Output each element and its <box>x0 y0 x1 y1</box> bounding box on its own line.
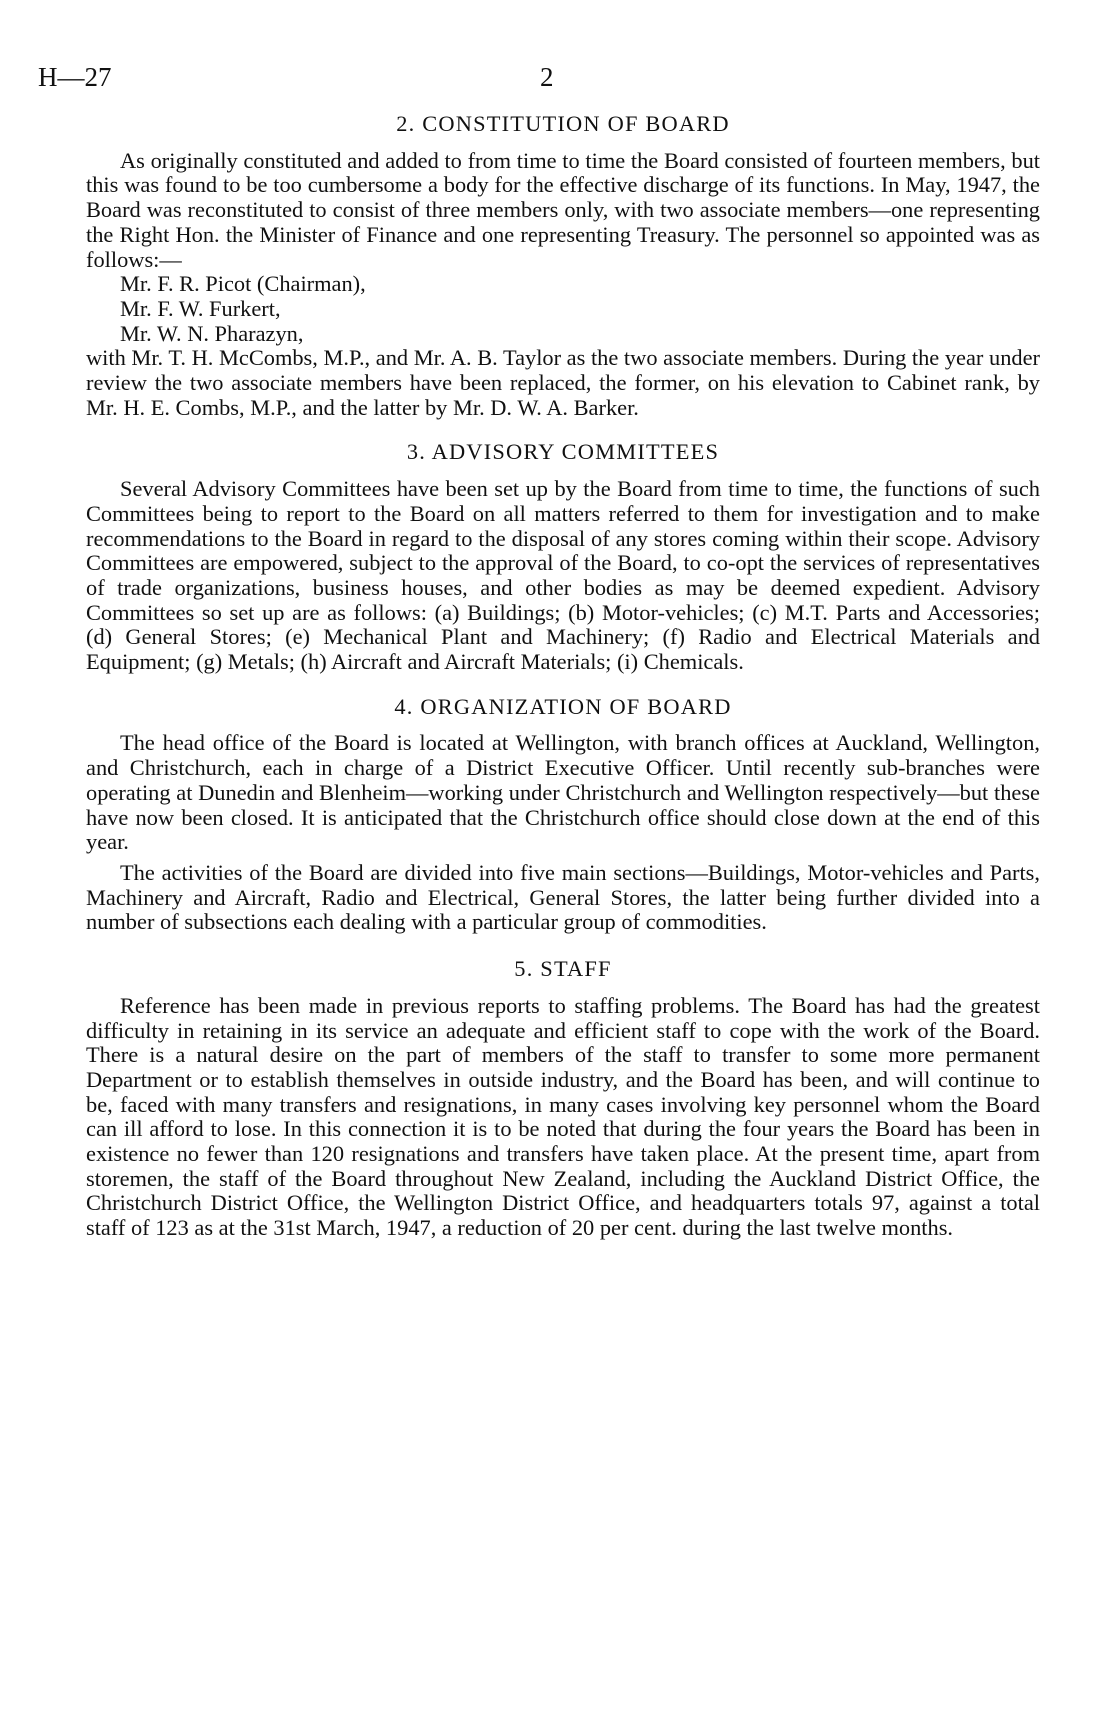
section-organization <box>86 695 1040 935</box>
member-item: Mr. F. R. Picot (Chairman), <box>120 271 366 297</box>
section-heading: 2. CONSTITUTION OF BOARD <box>396 111 730 136</box>
page-id: H—27 <box>38 62 112 92</box>
document-body <box>86 112 1040 1267</box>
section-heading: 4. ORGANIZATION OF BOARD <box>394 693 732 719</box>
paragraph: with Mr. T. H. McCombs, M.P., and Mr. A. B. Taylor as the two associate members. During the year under review the two associate members have been replaced, the former, on his elevation to Cabinet rank, by Mr. H. E. Combs, M.P., and the latter by Mr. D. W. A. Barker. <box>86 345 1040 420</box>
page-header <box>38 62 1048 98</box>
member-item: Mr. W. N. Pharazyn, <box>120 320 304 346</box>
section-heading: 5. STAFF <box>514 956 612 982</box>
paragraph: The head office of the Board is located at Wellington, with branch offices at Auckland, Wellington, and Christchurch, each in charge of a District Executive Officer. Until recently sub-branches were operating at Dunedin and Blenheim—working under Christchurch and Wellington respectively—but these have now been closed. It is anticipated that the Christchurch office should close down at the end of this year. <box>86 730 1040 855</box>
section-staff <box>86 957 1040 1241</box>
paragraph: The activities of the Board are divided into five main sections—Buildings, Motor-vehicles and Parts, Machinery and Aircraft, Radio and Electrical, General Stores, the latter being further divided into a number of subsections each dealing with a particular group of commodities. <box>86 859 1040 935</box>
member-item: Mr. F. W. Furkert, <box>120 295 281 321</box>
section-constitution <box>86 112 1040 420</box>
paragraph: Several Advisory Committees have been set up by the Board from time to time, the functions of such Committees being to report to the Board on all matters referred to them for investigation and to make recommendations to the Board in regard to the disposal of any stores coming within their scope. Advisory Committees are empowered, subject to the approval of the Board, to co-opt the services of representatives of trade organizations, business houses, and other bodies as may be deemed expedient. Advisory Committees so set up are as follows: (a) Buildings; (b) Motor-vehicles; (c) M.T. Parts and Accessories; (d) General Stores; (e) Mechanical Plant and Machinery; (f) Radio and Electrical Materials and Equipment; (g) Metals; (h) Aircraft and Aircraft Materials; (i) Chemicals. <box>86 476 1040 675</box>
page-number: 2 <box>540 62 554 92</box>
paragraph: Reference has been made in previous reports to staffing problems. The Board has had the greatest difficulty in retaining in its service an adequate and efficient staff to cope with the work of the Board. There is a natural desire on the part of members of the staff to transfer to some more permanent Department or to establish themselves in outside industry, and the Board has been, and will continue to be, faced with many transfers and resignations, in many cases involving key personnel whom the Board can ill afford to lose. In this connection it is to be noted that during the four years the Board has been in existence no fewer than 120 resignations and transfers have taken place. At the present time, apart from storemen, the staff of the Board throughout New Zealand, including the Auckland District Office, the Christchurch District Office, the Wellington District Office, and headquarters totals 97, against a total staff of 123 as at the 31st March, 1947, a reduction of 20 per cent. during the last twelve months. <box>86 992 1040 1241</box>
member-list <box>86 272 1040 346</box>
section-advisory-committees <box>86 440 1040 674</box>
section-heading: 3. ADVISORY COMMITTEES <box>406 439 720 465</box>
paragraph: As originally constituted and added to from time to time the Board consisted of fourteen members, but this was found to be too cumbersome a body for the effective discharge of its functions. In May, 1947, the Board was reconstituted to consist of three members only, with two associate members—one representing the Right Hon. the Minister of Finance and one representing Treasury. The personnel so appointed was as follows:— <box>86 147 1040 272</box>
